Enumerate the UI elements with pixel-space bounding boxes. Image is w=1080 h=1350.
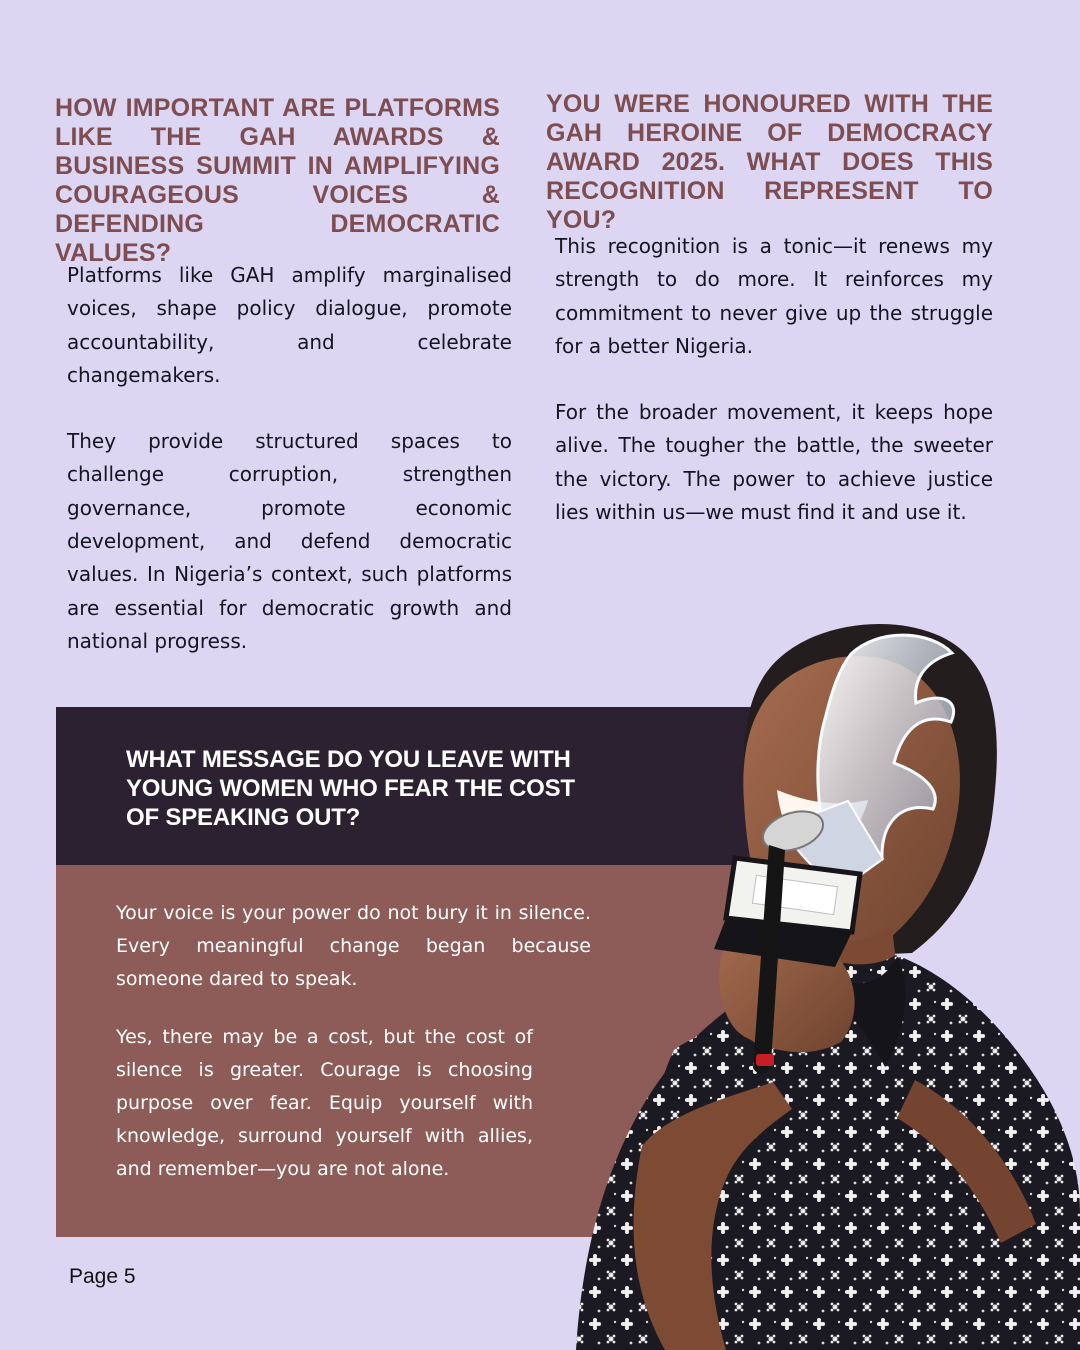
platforms-answer [67, 259, 512, 658]
recognition-answer-paragraph-1: This recognition is a tonic—it renews my strength to do more. It reinforces my commitment to never give up the struggle for a better Nigeria. [555, 234, 993, 358]
platforms-question-heading: HOW IMPORTANT ARE PLATFORMS LIKE THE GAH AWARDS & BUSINESS SUMMIT IN AMPLIFYING COURAGEOUS VOICES & DEFENDING DEMOCRATIC VALUES? [55, 94, 500, 267]
message-answer-paragraph-2: Yes, there may be a cost, but the cost of silence is greater. Courage is choosing purpose over fear. Equip yourself with knowledge, surround yourself with allies, and remember—you are not alone. [116, 1026, 533, 1180]
recognition-answer-paragraph-2: For the broader movement, it keeps hope alive. The tougher the battle, the sweeter the victory. The power to achieve justice lies within us—we must find it and use it. [555, 400, 993, 525]
microphone-red-band-shape [756, 1054, 774, 1066]
paragraph-spacer [67, 392, 512, 425]
platforms-answer-paragraph-2: They provide structured spaces to challenge corruption, strengthen governance, promote economic development, and defend democratic values. In Nigeria’s context, such platforms are essential for democratic growth and national progress. [67, 429, 512, 653]
platforms-answer-paragraph-1: Platforms like GAH amplify marginalised voices, shape policy dialogue, promote accountability, and celebrate changemakers. [67, 263, 512, 387]
message-answer-paragraph-1: Your voice is your power do not bury it in silence. Every meaningful change began because someone dared to speak. [116, 902, 591, 990]
award-recipient-photo [556, 612, 1080, 1350]
recognition-question-heading: YOU WERE HONOURED WITH THE GAH HEROINE OF DEMOCRACY AWARD 2025. WHAT DOES THIS RECOGNITION REPRESENT TO YOU? [546, 90, 993, 234]
page-number: Page 5 [69, 1265, 136, 1288]
paragraph-spacer [555, 363, 993, 396]
message-answer [116, 897, 591, 1186]
message-question-heading: WHAT MESSAGE DO YOU LEAVE WITH YOUNG WOMEN WHO FEAR THE COST OF SPEAKING OUT? [126, 746, 575, 831]
recognition-answer [555, 230, 993, 529]
